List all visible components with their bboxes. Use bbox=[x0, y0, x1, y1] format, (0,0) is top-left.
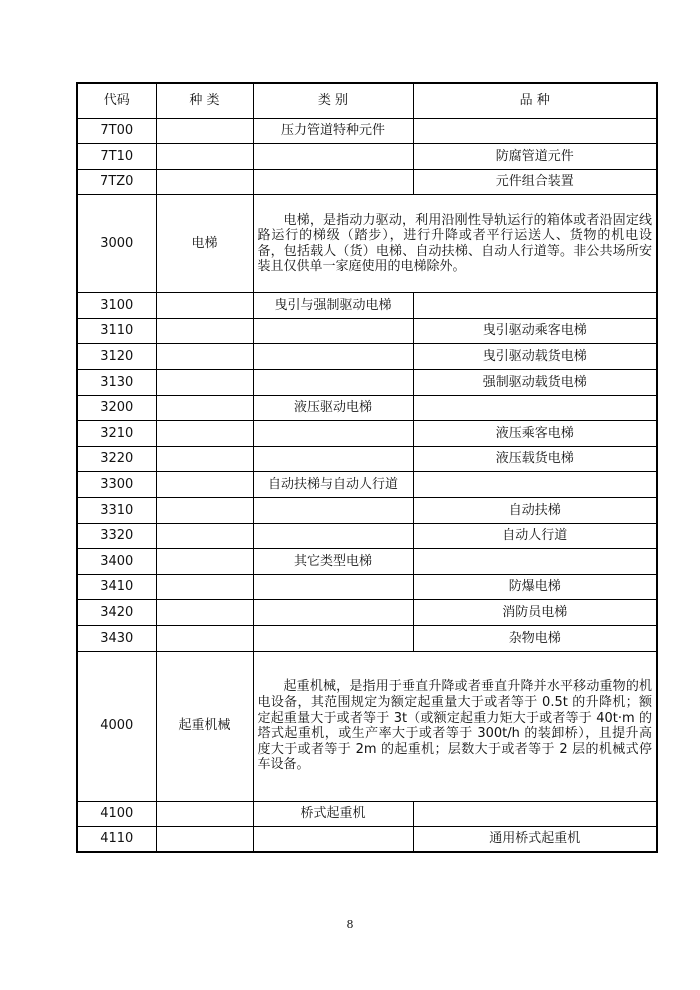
row-kind: 电梯 bbox=[156, 195, 253, 293]
row-variety: 液压乘客电梯 bbox=[413, 421, 657, 447]
row-kind bbox=[156, 318, 253, 344]
row-variety: 消防员电梯 bbox=[413, 600, 657, 626]
row-code: 4110 bbox=[77, 827, 156, 853]
description-text: 起重机械，是指用于垂直升降或者垂直升降并水平移动重物的机电设备，其范围规定为额定起重量大于或者等于 0.5t 的升降机；额定起重量大于或者等于 3t（或额定起重力矩大于或者等于 40t·m 的塔式起重机，或生产率大于或者等于 300t/h 的装卸桥），且提升高度大于或者等于 2m 的起重机；层数大于或者等于 2 层的机械式停车设备。 bbox=[257, 679, 652, 773]
row-category: 曳引与强制驱动电梯 bbox=[253, 293, 413, 319]
row-variety bbox=[413, 801, 657, 827]
row-kind bbox=[156, 421, 253, 447]
row-code: 4100 bbox=[77, 801, 156, 827]
row-kind bbox=[156, 827, 253, 853]
table-row bbox=[77, 344, 657, 370]
row-variety: 通用桥式起重机 bbox=[413, 827, 657, 853]
row-kind bbox=[156, 801, 253, 827]
row-kind bbox=[156, 344, 253, 370]
row-category bbox=[253, 626, 413, 652]
row-kind bbox=[156, 472, 253, 498]
row-code: 3320 bbox=[77, 523, 156, 549]
header-row bbox=[77, 83, 657, 118]
row-code: 7T00 bbox=[77, 118, 156, 144]
row-code: 3310 bbox=[77, 498, 156, 524]
row-variety bbox=[413, 472, 657, 498]
row-kind bbox=[156, 446, 253, 472]
table-row bbox=[77, 498, 657, 524]
row-category bbox=[253, 169, 413, 195]
description-text: 电梯，是指动力驱动，利用沿刚性导轨运行的箱体或者沿固定线路运行的梯级（踏步），进行升降或者平行运送人、货物的机电设备，包括载人（货）电梯、自动扶梯、自动人行道等。非公共场所安装且仅供单一家庭使用的电梯除外。 bbox=[257, 212, 652, 275]
row-category bbox=[253, 318, 413, 344]
row-code: 3300 bbox=[77, 472, 156, 498]
table-row bbox=[77, 293, 657, 319]
row-kind bbox=[156, 574, 253, 600]
row-category: 液压驱动电梯 bbox=[253, 395, 413, 421]
row-category: 桥式起重机 bbox=[253, 801, 413, 827]
table-row bbox=[77, 549, 657, 575]
table-row bbox=[77, 574, 657, 600]
row-code: 4000 bbox=[77, 651, 156, 801]
row-variety: 液压载货电梯 bbox=[413, 446, 657, 472]
row-code: 3430 bbox=[77, 626, 156, 652]
page-number: 8 bbox=[346, 918, 354, 931]
table-row bbox=[77, 827, 657, 853]
table-row bbox=[77, 421, 657, 447]
equipment-catalog-table bbox=[76, 82, 658, 853]
row-description bbox=[253, 195, 657, 293]
row-kind bbox=[156, 498, 253, 524]
table-row bbox=[77, 370, 657, 396]
header-code: 代码 bbox=[77, 83, 156, 118]
row-variety: 曳引驱动乘客电梯 bbox=[413, 318, 657, 344]
row-variety bbox=[413, 293, 657, 319]
row-kind bbox=[156, 118, 253, 144]
row-variety: 杂物电梯 bbox=[413, 626, 657, 652]
row-code: 3100 bbox=[77, 293, 156, 319]
table-row bbox=[77, 169, 657, 195]
row-category bbox=[253, 600, 413, 626]
row-code: 3420 bbox=[77, 600, 156, 626]
row-category bbox=[253, 421, 413, 447]
row-category bbox=[253, 523, 413, 549]
row-category bbox=[253, 344, 413, 370]
table-row bbox=[77, 446, 657, 472]
table-row bbox=[77, 523, 657, 549]
row-code: 3210 bbox=[77, 421, 156, 447]
header-variety: 品 种 bbox=[413, 83, 657, 118]
row-variety: 曳引驱动载货电梯 bbox=[413, 344, 657, 370]
table-row bbox=[77, 801, 657, 827]
row-code: 3200 bbox=[77, 395, 156, 421]
row-code: 3410 bbox=[77, 574, 156, 600]
row-kind bbox=[156, 549, 253, 575]
row-kind bbox=[156, 626, 253, 652]
table-row bbox=[77, 144, 657, 170]
row-kind: 起重机械 bbox=[156, 651, 253, 801]
row-variety: 元件组合装置 bbox=[413, 169, 657, 195]
row-category: 其它类型电梯 bbox=[253, 549, 413, 575]
row-category bbox=[253, 574, 413, 600]
header-kind: 种 类 bbox=[156, 83, 253, 118]
row-variety: 防爆电梯 bbox=[413, 574, 657, 600]
row-category bbox=[253, 827, 413, 853]
table-row bbox=[77, 318, 657, 344]
row-variety bbox=[413, 395, 657, 421]
row-category: 压力管道特种元件 bbox=[253, 118, 413, 144]
row-code: 7T10 bbox=[77, 144, 156, 170]
table-row bbox=[77, 395, 657, 421]
row-kind bbox=[156, 293, 253, 319]
table-row bbox=[77, 600, 657, 626]
row-category bbox=[253, 144, 413, 170]
row-kind bbox=[156, 395, 253, 421]
row-code: 3110 bbox=[77, 318, 156, 344]
row-code: 3000 bbox=[77, 195, 156, 293]
row-kind bbox=[156, 600, 253, 626]
table-row-description bbox=[77, 651, 657, 801]
row-category: 自动扶梯与自动人行道 bbox=[253, 472, 413, 498]
row-kind bbox=[156, 169, 253, 195]
row-code: 3130 bbox=[77, 370, 156, 396]
row-kind bbox=[156, 370, 253, 396]
row-category bbox=[253, 370, 413, 396]
row-variety: 防腐管道元件 bbox=[413, 144, 657, 170]
row-kind bbox=[156, 144, 253, 170]
row-variety bbox=[413, 549, 657, 575]
row-kind bbox=[156, 523, 253, 549]
row-variety: 自动人行道 bbox=[413, 523, 657, 549]
row-code: 7TZ0 bbox=[77, 169, 156, 195]
header-category: 类 别 bbox=[253, 83, 413, 118]
row-description bbox=[253, 651, 657, 801]
row-variety: 强制驱动载货电梯 bbox=[413, 370, 657, 396]
row-variety: 自动扶梯 bbox=[413, 498, 657, 524]
table-row bbox=[77, 626, 657, 652]
row-variety bbox=[413, 118, 657, 144]
row-category bbox=[253, 446, 413, 472]
row-code: 3400 bbox=[77, 549, 156, 575]
row-category bbox=[253, 498, 413, 524]
row-code: 3220 bbox=[77, 446, 156, 472]
table-row-description bbox=[77, 195, 657, 293]
table-row bbox=[77, 472, 657, 498]
row-code: 3120 bbox=[77, 344, 156, 370]
table-row bbox=[77, 118, 657, 144]
